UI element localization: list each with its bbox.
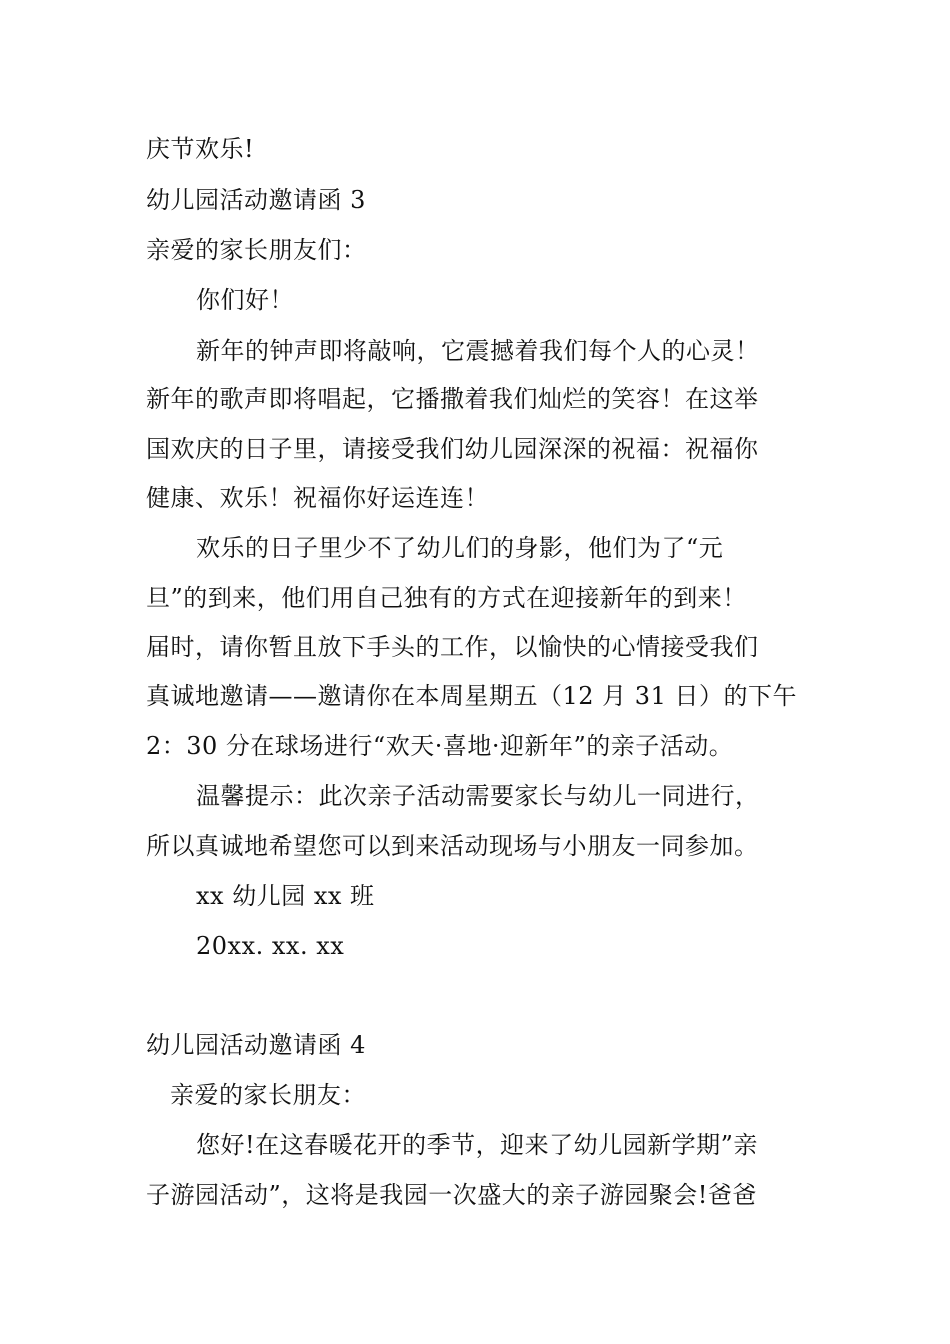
- greeting: 你们好！: [196, 286, 294, 314]
- paragraph-line: 您好!在这春暖花开的季节，迎来了幼儿园新学期”亲: [196, 1131, 758, 1159]
- section-heading: 幼儿园活动邀请函 4: [146, 1031, 366, 1059]
- paragraph-line: 国欢庆的日子里，请接受我们幼儿园深深的祝福：祝福你: [146, 435, 759, 463]
- paragraph-line: 旦”的到来，他们用自己独有的方式在迎接新年的到来！: [146, 584, 747, 612]
- paragraph-line: 届时，请你暂且放下手头的工作，以愉快的心情接受我们: [146, 633, 759, 661]
- text-line: 庆节欢乐!: [146, 135, 255, 163]
- signature-date: 20xx. xx. xx: [196, 932, 345, 960]
- paragraph-line: 子游园活动”，这将是我园一次盛大的亲子游园聚会!爸爸: [146, 1181, 757, 1209]
- paragraph-line: 真诚地邀请——邀请你在本周星期五（12 月 31 日）的下午: [146, 682, 797, 710]
- salutation: 亲爱的家长朋友们：: [146, 236, 367, 264]
- salutation: 亲爱的家长朋友：: [170, 1081, 366, 1109]
- paragraph-line: 健康、欢乐！祝福你好运连连！: [146, 484, 489, 512]
- signature-sender: xx 幼儿园 xx 班: [196, 882, 375, 910]
- paragraph-line: 新年的钟声即将敲响，它震撼着我们每个人的心灵！: [196, 337, 760, 365]
- paragraph-line: 温馨提示：此次亲子活动需要家长与幼儿一同进行，: [196, 782, 760, 810]
- paragraph-line: 所以真诚地希望您可以到来活动现场与小朋友一同参加。: [146, 832, 759, 860]
- paragraph-line: 2：30 分在球场进行“欢天·喜地·迎新年”的亲子活动。: [146, 732, 734, 760]
- paragraph-line: 欢乐的日子里少不了幼儿们的身影，他们为了“元: [196, 534, 724, 562]
- paragraph-line: 新年的歌声即将唱起，它播撒着我们灿烂的笑容！在这举: [146, 385, 759, 413]
- section-heading: 幼儿园活动邀请函 3: [146, 186, 366, 214]
